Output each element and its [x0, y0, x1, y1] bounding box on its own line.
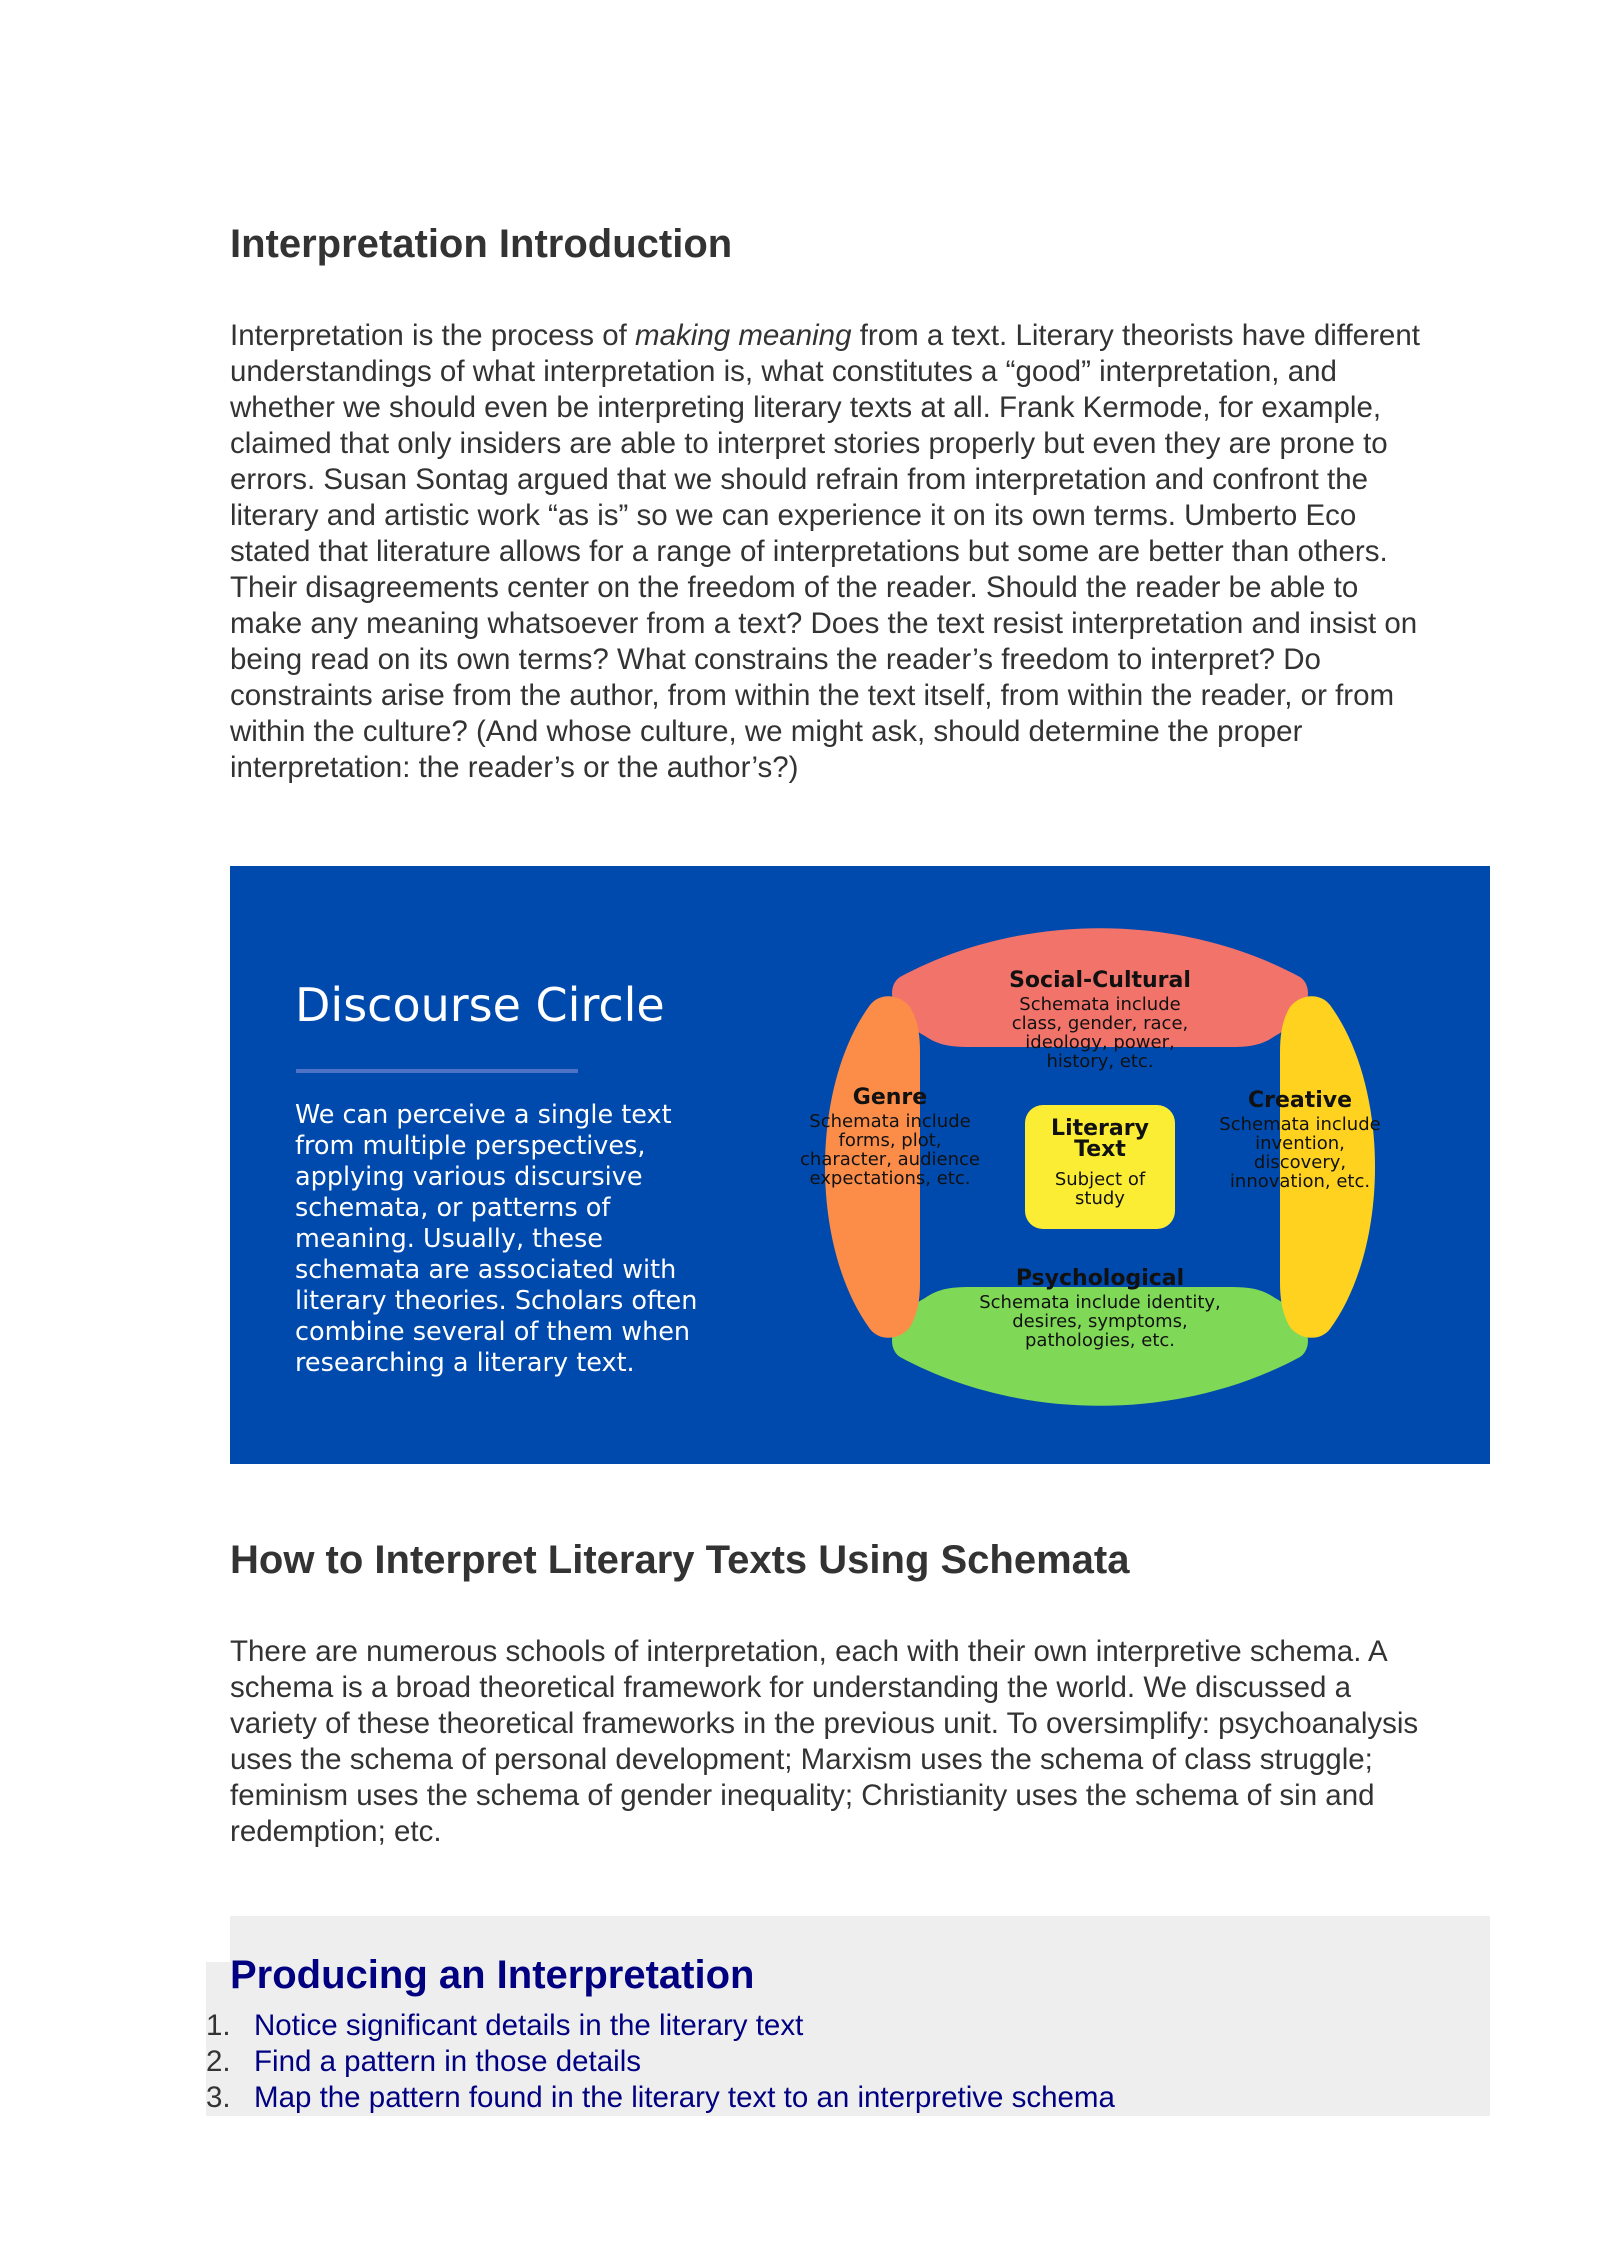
- center-line: Subject of: [1054, 1169, 1146, 1190]
- creative-title: Creative: [1247, 1088, 1353, 1113]
- diagram-description-line: We can perceive a single text: [295, 1100, 672, 1130]
- schemata-line: redemption; etc.: [230, 1815, 442, 1848]
- diagram-description-line: from multiple perspectives,: [295, 1131, 646, 1161]
- intro-line-rest: from a text. Literary theorists have different: [859, 319, 1420, 352]
- list-item: [206, 2080, 1490, 2116]
- diagram-description-line: literary theories. Scholars often: [295, 1286, 698, 1316]
- discourse-circle-diagram: [230, 866, 1490, 1464]
- genre-title: Genre: [852, 1085, 928, 1110]
- intro-paragraph: [230, 318, 1490, 786]
- intro-line: errors. Susan Sontag argued that we should refrain from interpretation and confront the: [230, 463, 1369, 496]
- intro-line: understandings of what interpretation is, what constitutes a “good” interpretation, and: [230, 355, 1337, 388]
- center-title-line: Literary: [1051, 1116, 1149, 1141]
- schemata-line: There are numerous schools of interpretation, each with their own interpretive schema. A: [230, 1635, 1388, 1668]
- intro-line: stated that literature allows for a range of interpretations but some are better than others.: [230, 535, 1388, 568]
- intro-lead-text: Interpretation is the process of: [230, 319, 627, 352]
- intro-line: [230, 318, 1490, 354]
- diagram-description-line: schemata, or patterns of: [295, 1193, 611, 1223]
- genre-line: character, audience: [800, 1149, 980, 1170]
- psychological-title: Psychological: [1015, 1266, 1185, 1291]
- social-cultural-title: Social-Cultural: [1009, 968, 1191, 993]
- social-cultural-line: history, etc.: [1046, 1051, 1154, 1072]
- schemata-line: feminism uses the schema of gender inequality; Christianity uses the schema of sin and: [230, 1779, 1375, 1812]
- diagram-description-line: meaning. Usually, these: [295, 1224, 603, 1254]
- intro-emphasis: making meaning: [635, 319, 852, 352]
- diagram-description-line: schemata are associated with: [295, 1255, 677, 1285]
- creative-line: Schemata include: [1219, 1114, 1381, 1135]
- diagram-title: Discourse Circle: [295, 978, 665, 1032]
- center-line: study: [1075, 1188, 1125, 1209]
- intro-line: make any meaning whatsoever from a text? Does the text resist interpretation and insist on: [230, 607, 1418, 640]
- diagram-description-line: applying various discursive: [295, 1162, 643, 1192]
- social-cultural-line: Schemata include: [1019, 994, 1181, 1015]
- creative-line: invention,: [1255, 1133, 1345, 1154]
- creative-line: discovery,: [1253, 1152, 1347, 1173]
- center-title-line: Text: [1074, 1137, 1126, 1162]
- psychological-line: desires, symptoms,: [1012, 1311, 1188, 1332]
- list-text: Find a pattern in those details: [254, 2045, 642, 2078]
- diagram-description-line: researching a literary text.: [295, 1348, 635, 1378]
- intro-line: being read on its own terms? What constrains the reader’s freedom to interpret? Do: [230, 643, 1321, 676]
- intro-line: interpretation: the reader’s or the author’s?): [230, 751, 799, 784]
- social-cultural-line: ideology, power,: [1025, 1032, 1175, 1053]
- diagram-description: [295, 1100, 755, 1379]
- center-text: [1030, 1170, 1170, 1208]
- heading-interpretation-introduction: Interpretation Introduction: [230, 222, 733, 266]
- list-number: 3.: [206, 2081, 231, 2114]
- schemata-line: uses the schema of personal development; Marxism uses the schema of class struggle;: [230, 1743, 1373, 1776]
- psychological-line: Schemata include identity,: [979, 1292, 1221, 1313]
- creative-text: [1200, 1115, 1400, 1191]
- list-item: [206, 2044, 1490, 2080]
- social-cultural-line: class, gender, race,: [1011, 1013, 1189, 1034]
- intro-line: constraints arise from the author, from within the text itself, from within the reader, or from: [230, 679, 1395, 712]
- intro-line: claimed that only insiders are able to interpret stories properly but even they are prone to: [230, 427, 1388, 460]
- intro-line: Their disagreements center on the freedom of the reader. Should the reader be able to: [230, 571, 1359, 604]
- genre-line: forms, plot,: [838, 1130, 942, 1151]
- social-cultural-text: [970, 995, 1230, 1071]
- creative-line: innovation, etc.: [1229, 1171, 1371, 1192]
- producing-steps-list: [206, 2008, 1490, 2116]
- center-title: [1030, 1118, 1170, 1160]
- genre-text: [785, 1112, 995, 1188]
- genre-line: expectations, etc.: [809, 1168, 971, 1189]
- psychological-line: pathologies, etc.: [1024, 1330, 1176, 1351]
- diagram-title-underline: [296, 1069, 578, 1073]
- list-text: Notice significant details in the literary text: [254, 2009, 804, 2042]
- heading-producing-interpretation: Producing an Interpretation: [230, 1953, 755, 1998]
- diagram-description-line: combine several of them when: [295, 1317, 691, 1347]
- list-text: Map the pattern found in the literary text to an interpretive schema: [254, 2081, 1115, 2114]
- intro-line: within the culture? (And whose culture, we might ask, should determine the proper: [230, 715, 1303, 748]
- psychological-text: [960, 1293, 1240, 1350]
- list-number: 1.: [206, 2009, 231, 2042]
- schemata-paragraph: [230, 1634, 1490, 1850]
- producing-interpretation-box: [206, 1916, 1490, 2116]
- list-number: 2.: [206, 2045, 231, 2078]
- heading-how-to-interpret: How to Interpret Literary Texts Using Schemata: [230, 1538, 1130, 1582]
- intro-line: literary and artistic work “as is” so we can experience it on its own terms. Umberto Eco: [230, 499, 1357, 532]
- genre-line: Schemata include: [809, 1111, 971, 1132]
- list-item: [206, 2008, 1490, 2044]
- schemata-line: variety of these theoretical frameworks in the previous unit. To oversimplify: psychoanalysis: [230, 1707, 1419, 1740]
- intro-line: whether we should even be interpreting literary texts at all. Frank Kermode, for example,: [230, 391, 1382, 424]
- schemata-line: schema is a broad theoretical framework for understanding the world. We discussed a: [230, 1671, 1352, 1704]
